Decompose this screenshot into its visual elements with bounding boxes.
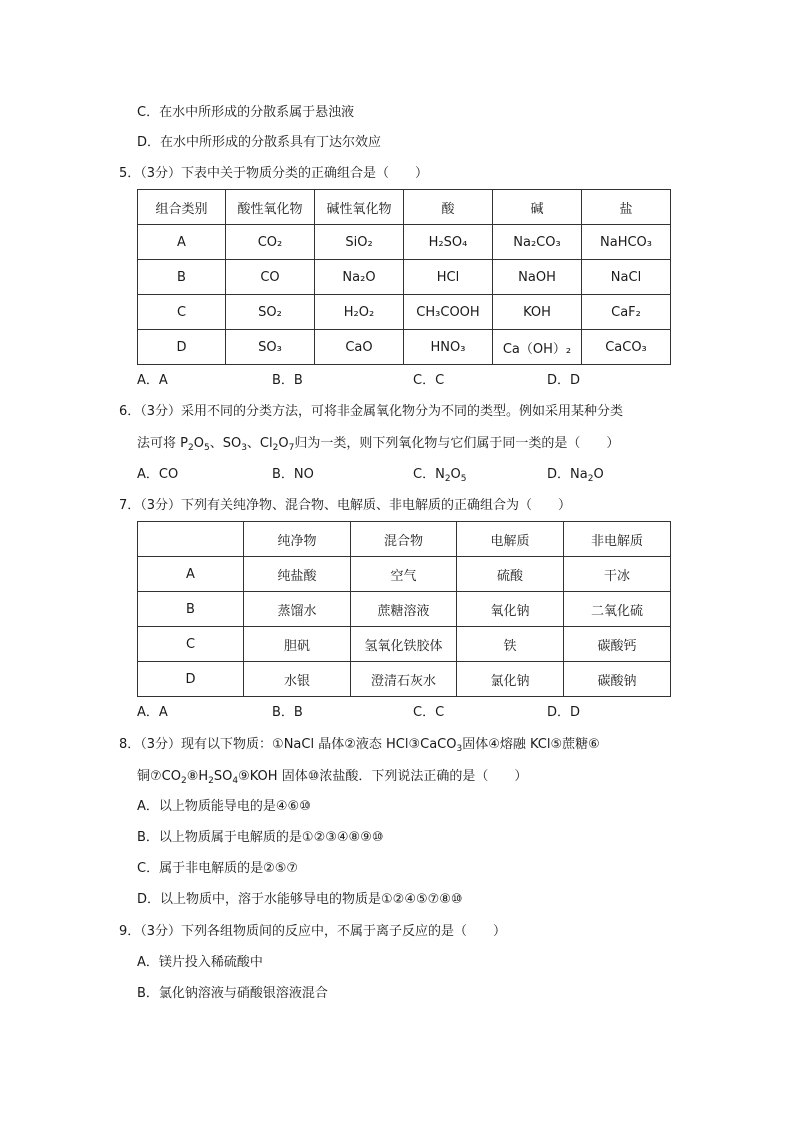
q5-table-cell: Na₂CO₃ [493, 225, 582, 260]
q5-table-cell: CO [226, 260, 315, 295]
q5-table-cell: KOH [493, 295, 582, 330]
q7-table-row [138, 662, 671, 697]
question-7: 7．（3分）下列有关纯净物、混合物、电解质、非电解质的正确组合为（ ） [119, 498, 572, 513]
q7-table-header-cell: 电解质 [457, 522, 564, 557]
q7-table-cell: 硫酸 [457, 557, 564, 592]
q5-table-cell: H₂O₂ [315, 295, 404, 330]
q5-option-a[interactable]: A．A [137, 373, 168, 388]
q5-option-d[interactable]: D．D [547, 373, 581, 388]
q7-table-cell: C [138, 627, 244, 662]
q5-table-header-cell: 酸 [404, 190, 493, 225]
q7-table-cell: 氧化钠 [457, 592, 564, 627]
q7-option-a[interactable]: A．A [137, 705, 168, 720]
q5-table-cell: NaCl [582, 260, 671, 295]
q7-option-d[interactable]: D．D [547, 705, 581, 720]
q7-table-cell: 胆矾 [244, 627, 351, 662]
q7-table-cell: 氯化钠 [457, 662, 564, 697]
q5-table-cell: SO₂ [226, 295, 315, 330]
question-5: 5．（3分）下表中关于物质分类的正确组合是（ ） [119, 166, 429, 181]
q7-table-cell: B [138, 592, 244, 627]
q7-table-row [138, 557, 671, 592]
q7-table-cell: 水银 [244, 662, 351, 697]
q7-table-cell: D [138, 662, 244, 697]
q6-option-b[interactable]: B．NO [272, 467, 314, 482]
q5-table-cell: NaOH [493, 260, 582, 295]
question-9: 9．（3分）下列各组物质间的反应中，不属于离子反应的是（ ） [119, 924, 507, 939]
q7-table-cell: 碳酸钠 [564, 662, 671, 697]
q7-table-cell: 纯盐酸 [244, 557, 351, 592]
q5-table-cell: A [138, 225, 226, 260]
q7-table-cell: 氢氧化铁胶体 [351, 627, 457, 662]
q5-table-cell: D [138, 330, 226, 365]
question-8-line1: 8．（3分）现有以下物质：①NaCl 晶体②液态 HCl③CaCO$_3$固体④熔融 KCl⑤蔗糖⑥ [119, 737, 600, 754]
q7-table-cell: 铁 [457, 627, 564, 662]
q6-option-a[interactable]: A．CO [137, 467, 179, 482]
q5-table-header-cell: 组合类别 [138, 190, 226, 225]
q5-option-c[interactable]: C．C [413, 373, 445, 388]
q7-table-row [138, 627, 671, 662]
q5-option-b[interactable]: B．B [272, 373, 303, 388]
q5-table-cell: HNO₃ [404, 330, 493, 365]
q7-table-header-cell: 混合物 [351, 522, 457, 557]
q5-table-cell: SiO₂ [315, 225, 404, 260]
q7-classification-table [137, 521, 671, 697]
q5-table-cell: NaHCO₃ [582, 225, 671, 260]
q7-table-header-cell [138, 522, 244, 557]
q8-option-b[interactable]: B．以上物质属于电解质的是①②③④⑧⑨⑩ [137, 830, 384, 845]
q5-table-header-cell: 碱 [493, 190, 582, 225]
q5-table-cell: Na₂O [315, 260, 404, 295]
q5-table-cell: HCl [404, 260, 493, 295]
q7-table-cell: 空气 [351, 557, 457, 592]
q7-table-cell: 二氧化硫 [564, 592, 671, 627]
q7-table-row [138, 592, 671, 627]
q5-table-header-row [138, 190, 671, 225]
q7-table-cell: 干冰 [564, 557, 671, 592]
q8-option-d[interactable]: D．以上物质中，溶于水能够导电的物质是①②④⑤⑦⑧⑩ [137, 892, 463, 907]
q5-table-header-cell: 碱性氧化物 [315, 190, 404, 225]
q7-table-header-row [138, 522, 671, 557]
q7-option-c[interactable]: C．C [413, 705, 445, 720]
q5-table-row [138, 295, 671, 330]
question-6-line2: 法可将 $P_2O_5$、$SO_3$、$Cl_2O_7$归为一类，则下列氧化物与它们属于同一类的是（ ） [137, 436, 620, 453]
q5-table-row [138, 330, 671, 365]
q5-table-cell: H₂SO₄ [404, 225, 493, 260]
q5-table-cell: CO₂ [226, 225, 315, 260]
q7-table-cell: 澄清石灰水 [351, 662, 457, 697]
q5-table-cell: Ca（OH）₂ [493, 330, 582, 365]
q8-option-a[interactable]: A．以上物质能导电的是④⑥⑩ [137, 799, 311, 814]
q5-table-cell: B [138, 260, 226, 295]
q7-table-cell: 碳酸钙 [564, 627, 671, 662]
q5-classification-table [137, 189, 671, 365]
option-c-prev: C．在水中所形成的分散系属于悬浊液 [137, 105, 355, 120]
q5-table-header-cell: 酸性氧化物 [226, 190, 315, 225]
q5-table-cell: CaO [315, 330, 404, 365]
q7-table-cell: 蒸馏水 [244, 592, 351, 627]
q7-option-b[interactable]: B．B [272, 705, 303, 720]
q9-option-a[interactable]: A．镁片投入稀硫酸中 [137, 955, 263, 970]
q5-table-cell: CaF₂ [582, 295, 671, 330]
q5-table-cell: C [138, 295, 226, 330]
q7-table-header-cell: 非电解质 [564, 522, 671, 557]
q8-option-c[interactable]: C．属于非电解质的是②⑤⑦ [137, 861, 299, 876]
question-6-line1: 6．（3分）采用不同的分类方法，可将非金属氧化物分为不同的类型。例如采用某种分类 [119, 404, 624, 419]
q5-table-cell: CH₃COOH [404, 295, 493, 330]
option-d-prev: D．在水中所形成的分散系具有丁达尔效应 [137, 135, 382, 150]
q5-table-cell: CaCO₃ [582, 330, 671, 365]
q9-option-b[interactable]: B．氯化钠溶液与硝酸银溶液混合 [137, 986, 328, 1001]
q6-option-c[interactable]: C．$N_2O_5$ [413, 467, 467, 484]
q7-table-header-cell: 纯净物 [244, 522, 351, 557]
q5-table-header-cell: 盐 [582, 190, 671, 225]
q5-table-cell: SO₃ [226, 330, 315, 365]
q7-table-cell: A [138, 557, 244, 592]
question-8-line2: 铜$⑦CO_2⑧H_2SO_4⑨KOH$ 固体⑩浓盐酸．下列说法正确的是（ ） [137, 769, 528, 786]
q5-table-row [138, 225, 671, 260]
q6-option-d[interactable]: D．$Na_2O$ [547, 467, 604, 484]
q5-table-row [138, 260, 671, 295]
q7-table-cell: 蔗糖溶液 [351, 592, 457, 627]
